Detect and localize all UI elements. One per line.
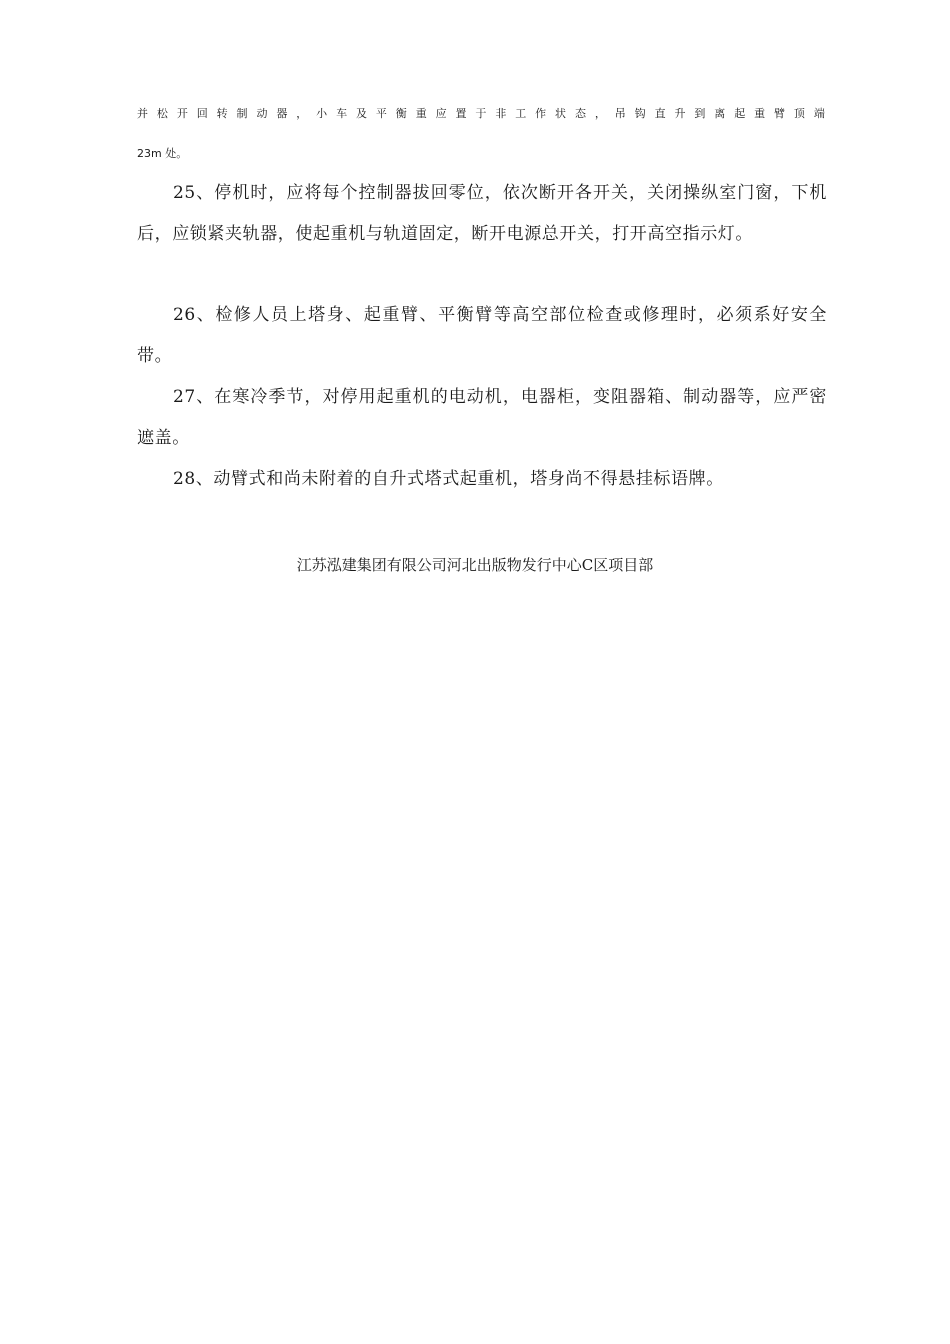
continuation-char: 升: [674, 107, 686, 120]
continuation-char: 器: [276, 107, 288, 120]
continuation-char: 车: [336, 107, 348, 120]
continuation-char: 作: [535, 107, 547, 120]
item-27-paragraph: 27、在寒冷季节，对停用起重机的电动机，电器柜，变阻器箱、制动器等，应严密遮盖。: [137, 387, 827, 448]
continuation-char: 及: [355, 107, 367, 120]
continuation-char: 非: [495, 107, 507, 120]
continuation-char: 状: [555, 107, 567, 120]
continuation-char: ，: [594, 107, 606, 120]
continuation-char: ，: [296, 107, 308, 120]
footer-organization: 江苏泓建集团有限公司河北出版物发行中心C区项目部: [296, 556, 654, 574]
continuation-char: 吊: [614, 107, 626, 120]
continuation-char: 态: [574, 107, 586, 120]
continuation-char: 松: [156, 107, 168, 120]
continuation-char: 钩: [634, 107, 646, 120]
item-26-paragraph: 26、检修人员上塔身、起重臂、平衡臂等高空部位检查或修理时，必须系好安全带。: [137, 305, 827, 366]
continuation-char: 起: [734, 107, 746, 120]
continuation-char: 小: [316, 107, 328, 120]
continuation-char: 应: [435, 107, 447, 120]
continuation-char: 置: [455, 107, 467, 120]
continuation-line-2: 23m 处。: [137, 147, 188, 160]
continuation-char: 转: [216, 107, 228, 120]
continuation-char: 重: [415, 107, 427, 120]
item-25-paragraph: 25、停机时，应将每个控制器拔回零位，依次断开各开关，关闭操纵室门窗，下机后，应锁紧夹轨器，使起重机与轨道固定，断开电源总开关，打开高空指示灯。: [137, 183, 827, 244]
continuation-line-1: [137, 106, 825, 122]
continuation-char: 离: [714, 107, 726, 120]
continuation-char: 于: [475, 107, 487, 120]
continuation-char: 到: [694, 107, 706, 120]
continuation-char: 平: [375, 107, 387, 120]
continuation-char: 顶: [793, 107, 805, 120]
continuation-char: 动: [256, 107, 268, 120]
continuation-char: 并: [137, 107, 148, 120]
continuation-char: 回: [196, 107, 208, 120]
continuation-char: 直: [654, 107, 666, 120]
continuation-char: 制: [236, 107, 248, 120]
continuation-char: 重: [754, 107, 766, 120]
continuation-char: 衡: [395, 107, 407, 120]
continuation-char: 端: [813, 107, 825, 120]
continuation-char: 开: [176, 107, 188, 120]
continuation-char: 工: [515, 107, 527, 120]
continuation-char: 臂: [774, 107, 785, 120]
item-28-paragraph: 28、动臂式和尚未附着的自升式塔式起重机，塔身尚不得悬挂标语牌。: [173, 469, 724, 489]
